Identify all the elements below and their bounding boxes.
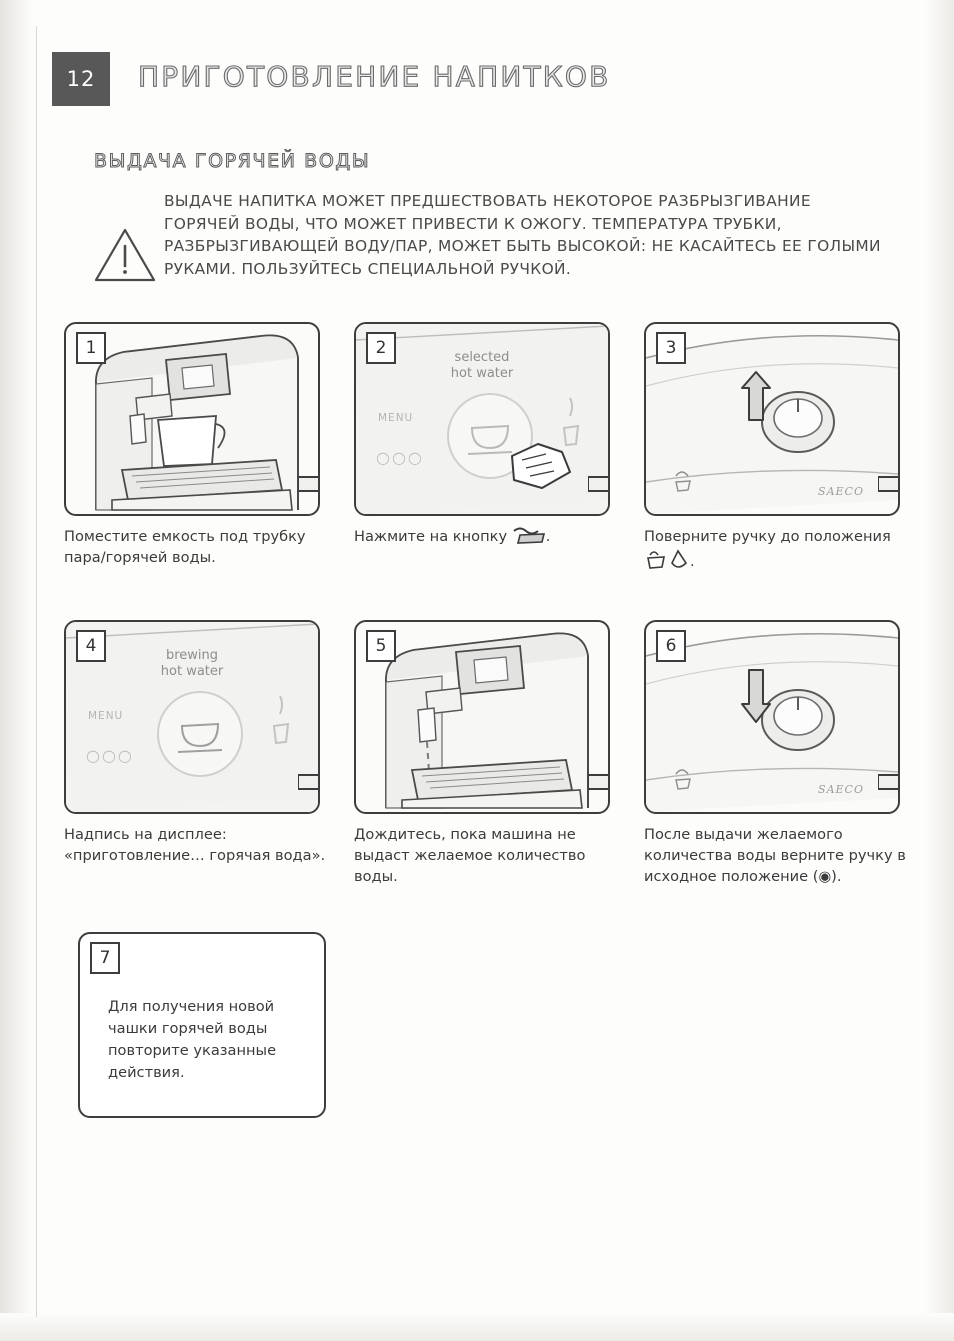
step-3-caption [644, 526, 906, 575]
step-4-arrow-right-icon [298, 768, 320, 798]
display-line-1: selected [454, 350, 510, 365]
scan-edge-right [924, 0, 954, 1341]
page-number-badge: 12 [52, 52, 110, 106]
step-5-number: 5 [366, 630, 396, 662]
step-5-caption: Дождитесь, пока машина не выдаст желаемое количество воды. [354, 826, 586, 885]
step-2-illustration [354, 322, 610, 516]
step-4-caption: Надпись на дисплее: «приготовление… горячая вода». [64, 826, 326, 864]
step-1-caption: Поместите емкость под трубку пара/горячей воды. [64, 528, 306, 566]
step-3-illustration [644, 322, 900, 516]
step-6-arrow-right-icon [878, 768, 900, 798]
step-1-arrow-right-icon [298, 470, 320, 500]
step-2-caption [354, 526, 616, 550]
steam-water-symbol-icon [644, 547, 690, 575]
step-1-number: 1 [76, 332, 106, 364]
step-row-1 [64, 322, 904, 592]
step-3-arrow-right-icon [878, 470, 900, 500]
hot-water-button-icon [512, 526, 546, 550]
step-2-caption-tail: . [545, 528, 551, 545]
step-7-note-box [78, 932, 326, 1118]
step-3-caption-text: Поверните ручку до положения [644, 528, 891, 545]
scan-edge-bottom [0, 1313, 954, 1341]
step-3 [644, 322, 906, 575]
step-3-brand-label: SAECO [818, 485, 864, 498]
step-row-3 [64, 932, 904, 1132]
display-menu-label: MENU [378, 412, 414, 424]
step-6-illustration [644, 620, 900, 814]
step-6-brand-label: SAECO [818, 783, 864, 796]
step-7-note-text: Для получения новой чашки горячей воды повторите указанные действия. [108, 998, 277, 1081]
page-margin-line [36, 26, 37, 1317]
step-2-number: 2 [366, 332, 396, 364]
display-dots: ○○○ [86, 746, 134, 765]
step-3-number: 3 [656, 332, 686, 364]
step-2-arrow-right-icon [588, 470, 610, 500]
step-6-number: 6 [656, 630, 686, 662]
step-7 [78, 932, 326, 1118]
step-3-caption-tail: . [690, 553, 695, 570]
step-4 [64, 620, 326, 866]
step-5-arrow-right-icon [588, 768, 610, 798]
warning-triangle-icon [92, 226, 158, 284]
display-menu-label: MENU [88, 710, 124, 722]
display-line-2: hot water [160, 664, 224, 679]
step-5-illustration [354, 620, 610, 814]
section-title: ВЫДАЧА ГОРЯЧЕЙ ВОДЫ [94, 150, 371, 172]
display-dots: ○○○ [376, 448, 424, 467]
step-1 [64, 322, 326, 568]
display-line-2: hot water [450, 366, 514, 381]
step-2 [354, 322, 616, 550]
step-4-number: 4 [76, 630, 106, 662]
warning-text: ВЫДАЧЕ НАПИТКА МОЖЕТ ПРЕДШЕСТВОВАТЬ НЕКОТОРОЕ РАЗБРЫЗГИВАНИЕ ГОРЯЧЕЙ ВОДЫ, ЧТО МОЖЕТ ПРИВЕСТИ К ОЖОГУ. ТЕМПЕРАТУРА ТРУБКИ, РАЗБРЫЗГИВАЮЩЕЙ ВОДУ/ПАР, МОЖЕТ БЫТЬ ВЫСОКОЙ: НЕ КАСАЙТЕСЬ ЕЕ ГОЛЫМИ РУКАМИ. ПОЛЬЗУЙТЕСЬ СПЕЦИАЛЬНОЙ РУЧКОЙ. [164, 192, 881, 278]
step-7-number: 7 [90, 942, 120, 974]
step-5 [354, 620, 616, 887]
step-1-illustration [64, 322, 320, 516]
step-grid [64, 322, 904, 1132]
warning-block [92, 190, 882, 280]
chapter-title: ПРИГОТОВЛЕНИЕ НАПИТКОВ [138, 60, 611, 93]
step-2-caption-text: Нажмите на кнопку [354, 528, 508, 545]
display-line-1: brewing [165, 648, 219, 663]
step-4-illustration [64, 620, 320, 814]
step-6 [644, 620, 906, 887]
step-row-2 [64, 620, 904, 910]
scan-edge-left [0, 0, 34, 1341]
step-6-caption: После выдачи желаемого количества воды верните ручку в исходное положение (◉). [644, 826, 906, 885]
